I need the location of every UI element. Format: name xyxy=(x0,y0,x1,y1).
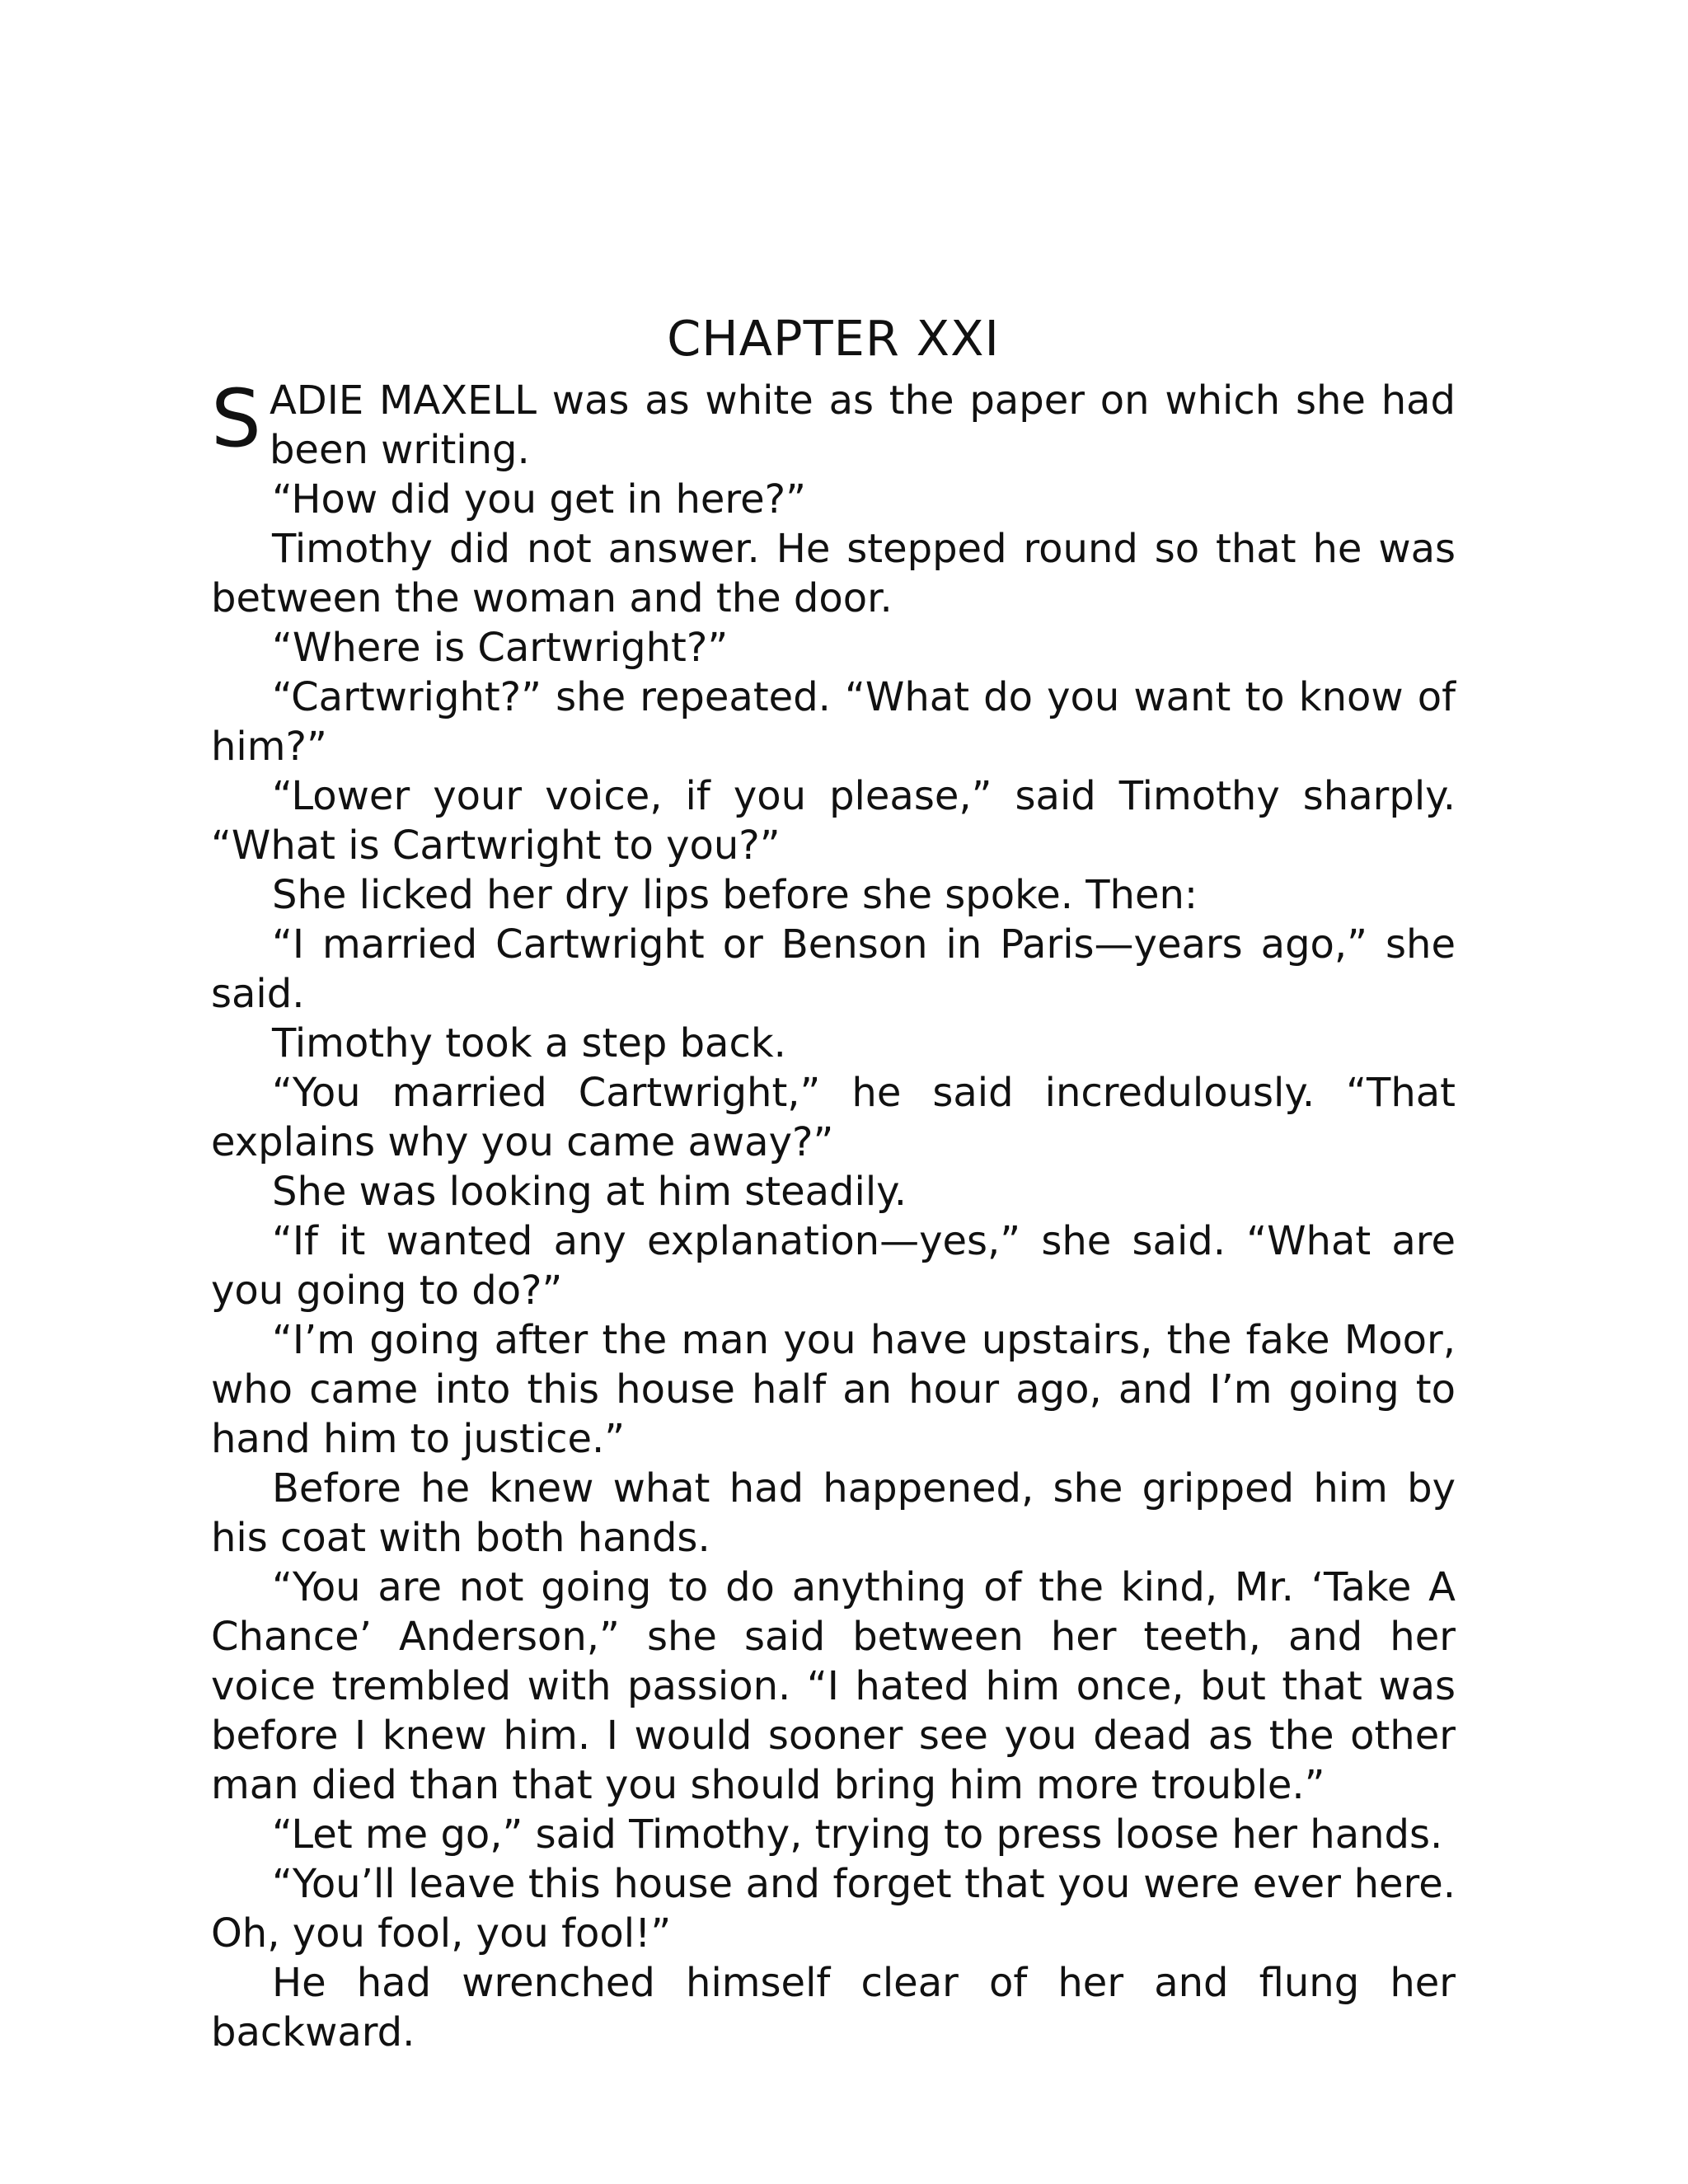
paragraph: “I married Cartwright or Benson in Paris—years ago,” she said. xyxy=(211,921,1456,1017)
first-paragraph-text: ADIE MAXELL was as white as the paper on which she had been writing. xyxy=(269,377,1456,473)
paragraph: “Cartwright?” she repeated. “What do you want to know of him?” xyxy=(211,674,1456,770)
paragraph: She licked her dry lips before she spoke. Then: xyxy=(272,872,1198,918)
paragraph: “Let me go,” said Timothy, trying to press loose her hands. xyxy=(272,1811,1443,1858)
paragraph: Before he knew what had happened, she gripped him by his coat with both hands. xyxy=(211,1465,1456,1561)
paragraph: “You are not going to do anything of the kind, Mr. ‘Take A Chance’ Anderson,” she said between her teeth, and her voice trembled with passion. “I hated him once, but that was before I knew him. I would sooner see you dead as the other man died than that you should bring him more trouble.” xyxy=(211,1564,1456,1808)
paragraph: “How did you get in here?” xyxy=(272,476,806,523)
paragraph: “You’ll leave this house and forget that you were ever here. Oh, you fool, you fool!” xyxy=(211,1861,1456,1957)
paragraph: “Where is Cartwright?” xyxy=(272,625,729,671)
book-page xyxy=(211,303,1456,2057)
paragraph: Timothy did not answer. He stepped round so that he was between the woman and the door. xyxy=(211,526,1456,621)
drop-cap: S xyxy=(211,373,261,465)
paragraph: He had wrenched himself clear of her and flung her backward. xyxy=(211,1960,1456,2055)
paragraph: “You married Cartwright,” he said incredulously. “That explains why you came away?” xyxy=(211,1070,1456,1165)
paragraph: Timothy took a step back. xyxy=(272,1020,786,1066)
paragraph: “I’m going after the man you have upstairs, the fake Moor, who came into this house half an hour ago, and I’m going to hand him to justice.” xyxy=(211,1317,1456,1462)
paragraph: “Lower your voice, if you please,” said Timothy sharply. “What is Cartwright to you?” xyxy=(211,773,1456,869)
chapter-title: CHAPTER XXI xyxy=(667,310,1000,367)
first-paragraph xyxy=(211,373,1456,475)
paragraph: She was looking at him steadily. xyxy=(272,1169,907,1215)
paragraph: “If it wanted any explanation—yes,” she said. “What are you going to do?” xyxy=(211,1218,1456,1314)
